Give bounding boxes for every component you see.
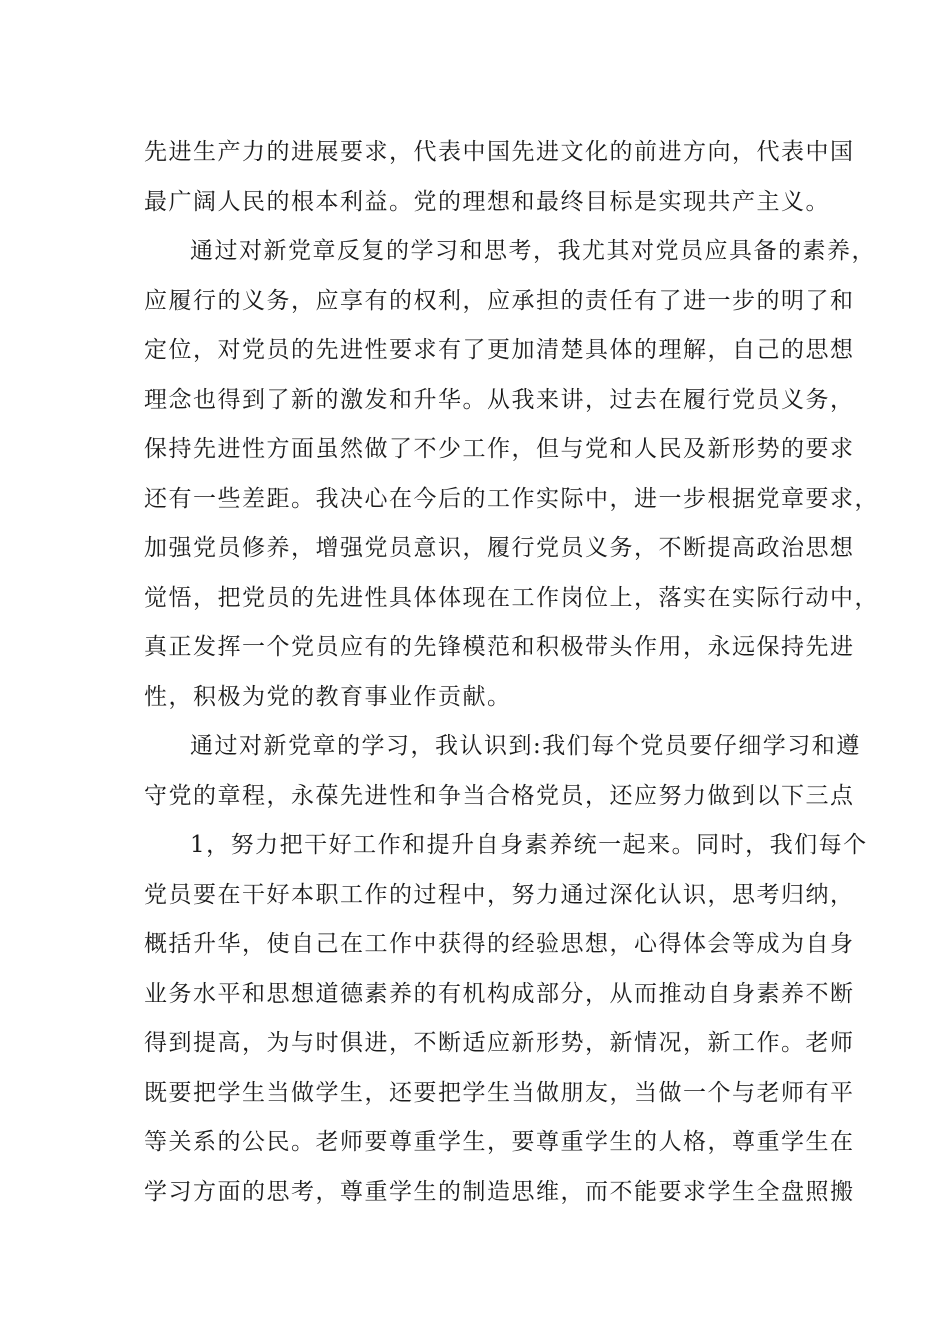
text-line: 业务水平和思想道德素养的有机构成部分，从而推动自身素养不断 <box>144 980 855 1007</box>
text-line: 真正发挥一个党员应有的先锋模范和积极带头作用，永远保持先进 <box>144 634 855 660</box>
text-line: 既要把学生当做学生，还要把学生当做朋友，当做一个与老师有平 <box>144 1079 855 1106</box>
text-line: 定位，对党员的先进性要求有了更加清楚具体的理解，自己的思想 <box>144 337 855 363</box>
text-line: 加强党员修养，增强党员意识，履行党员义务，不断提高政治思想 <box>144 535 855 561</box>
text-line: 学习方面的思考，尊重学生的制造思维，而不能要求学生全盘照搬 <box>144 1178 855 1205</box>
text-line: 等关系的公民。老师要尊重学生，要尊重学生的人格，尊重学生在 <box>144 1129 855 1155</box>
text-line: 应履行的义务，应享有的权利，应承担的责任有了进一步的明了和 <box>144 287 855 314</box>
paragraph-first-line: 1，努力把干好工作和提升自身素养统一起来。同时，我们每个 <box>190 832 868 858</box>
text-line: 觉悟，把党员的先进性具体体现在工作岗位上，落实在实际行动中， <box>144 584 879 611</box>
text-line: 先进生产力的进展要求，代表中国先进文化的前进方向，代表中国 <box>144 139 855 165</box>
text-line: 守党的章程，永葆先进性和争当合格党员，还应努力做到以下三点 <box>144 782 855 809</box>
text-line: 保持先进性方面虽然做了不少工作，但与党和人民及新形势的要求 <box>144 436 855 462</box>
document-body <box>144 132 879 1221</box>
text-line: 还有一些差距。我决心在今后的工作实际中，进一步根据党章要求， <box>144 485 879 512</box>
paragraph-first-line: 通过对新党章反复的学习和思考，我尤其对党员应具备的素养， <box>190 238 876 264</box>
text-line: 最广阔人民的根本利益。党的理想和最终目标是实现共产主义。 <box>144 188 830 215</box>
text-line: 性，积极为党的教育事业作贡献。 <box>144 683 512 710</box>
text-line: 党员要在干好本职工作的过程中，努力通过深化认识，思考归纳， <box>144 881 855 908</box>
paragraph-first-line: 通过对新党章的学习，我认识到:我们每个党员要仔细学习和遵 <box>190 733 861 759</box>
text-line: 概括升华，使自己在工作中获得的经验思想，心得体会等成为自身 <box>144 931 855 957</box>
text-line: 理念也得到了新的激发和升华。从我来讲，过去在履行党员义务， <box>144 386 855 413</box>
text-line: 得到提高，为与时俱进，不断适应新形势，新情况，新工作。老师 <box>144 1030 855 1056</box>
